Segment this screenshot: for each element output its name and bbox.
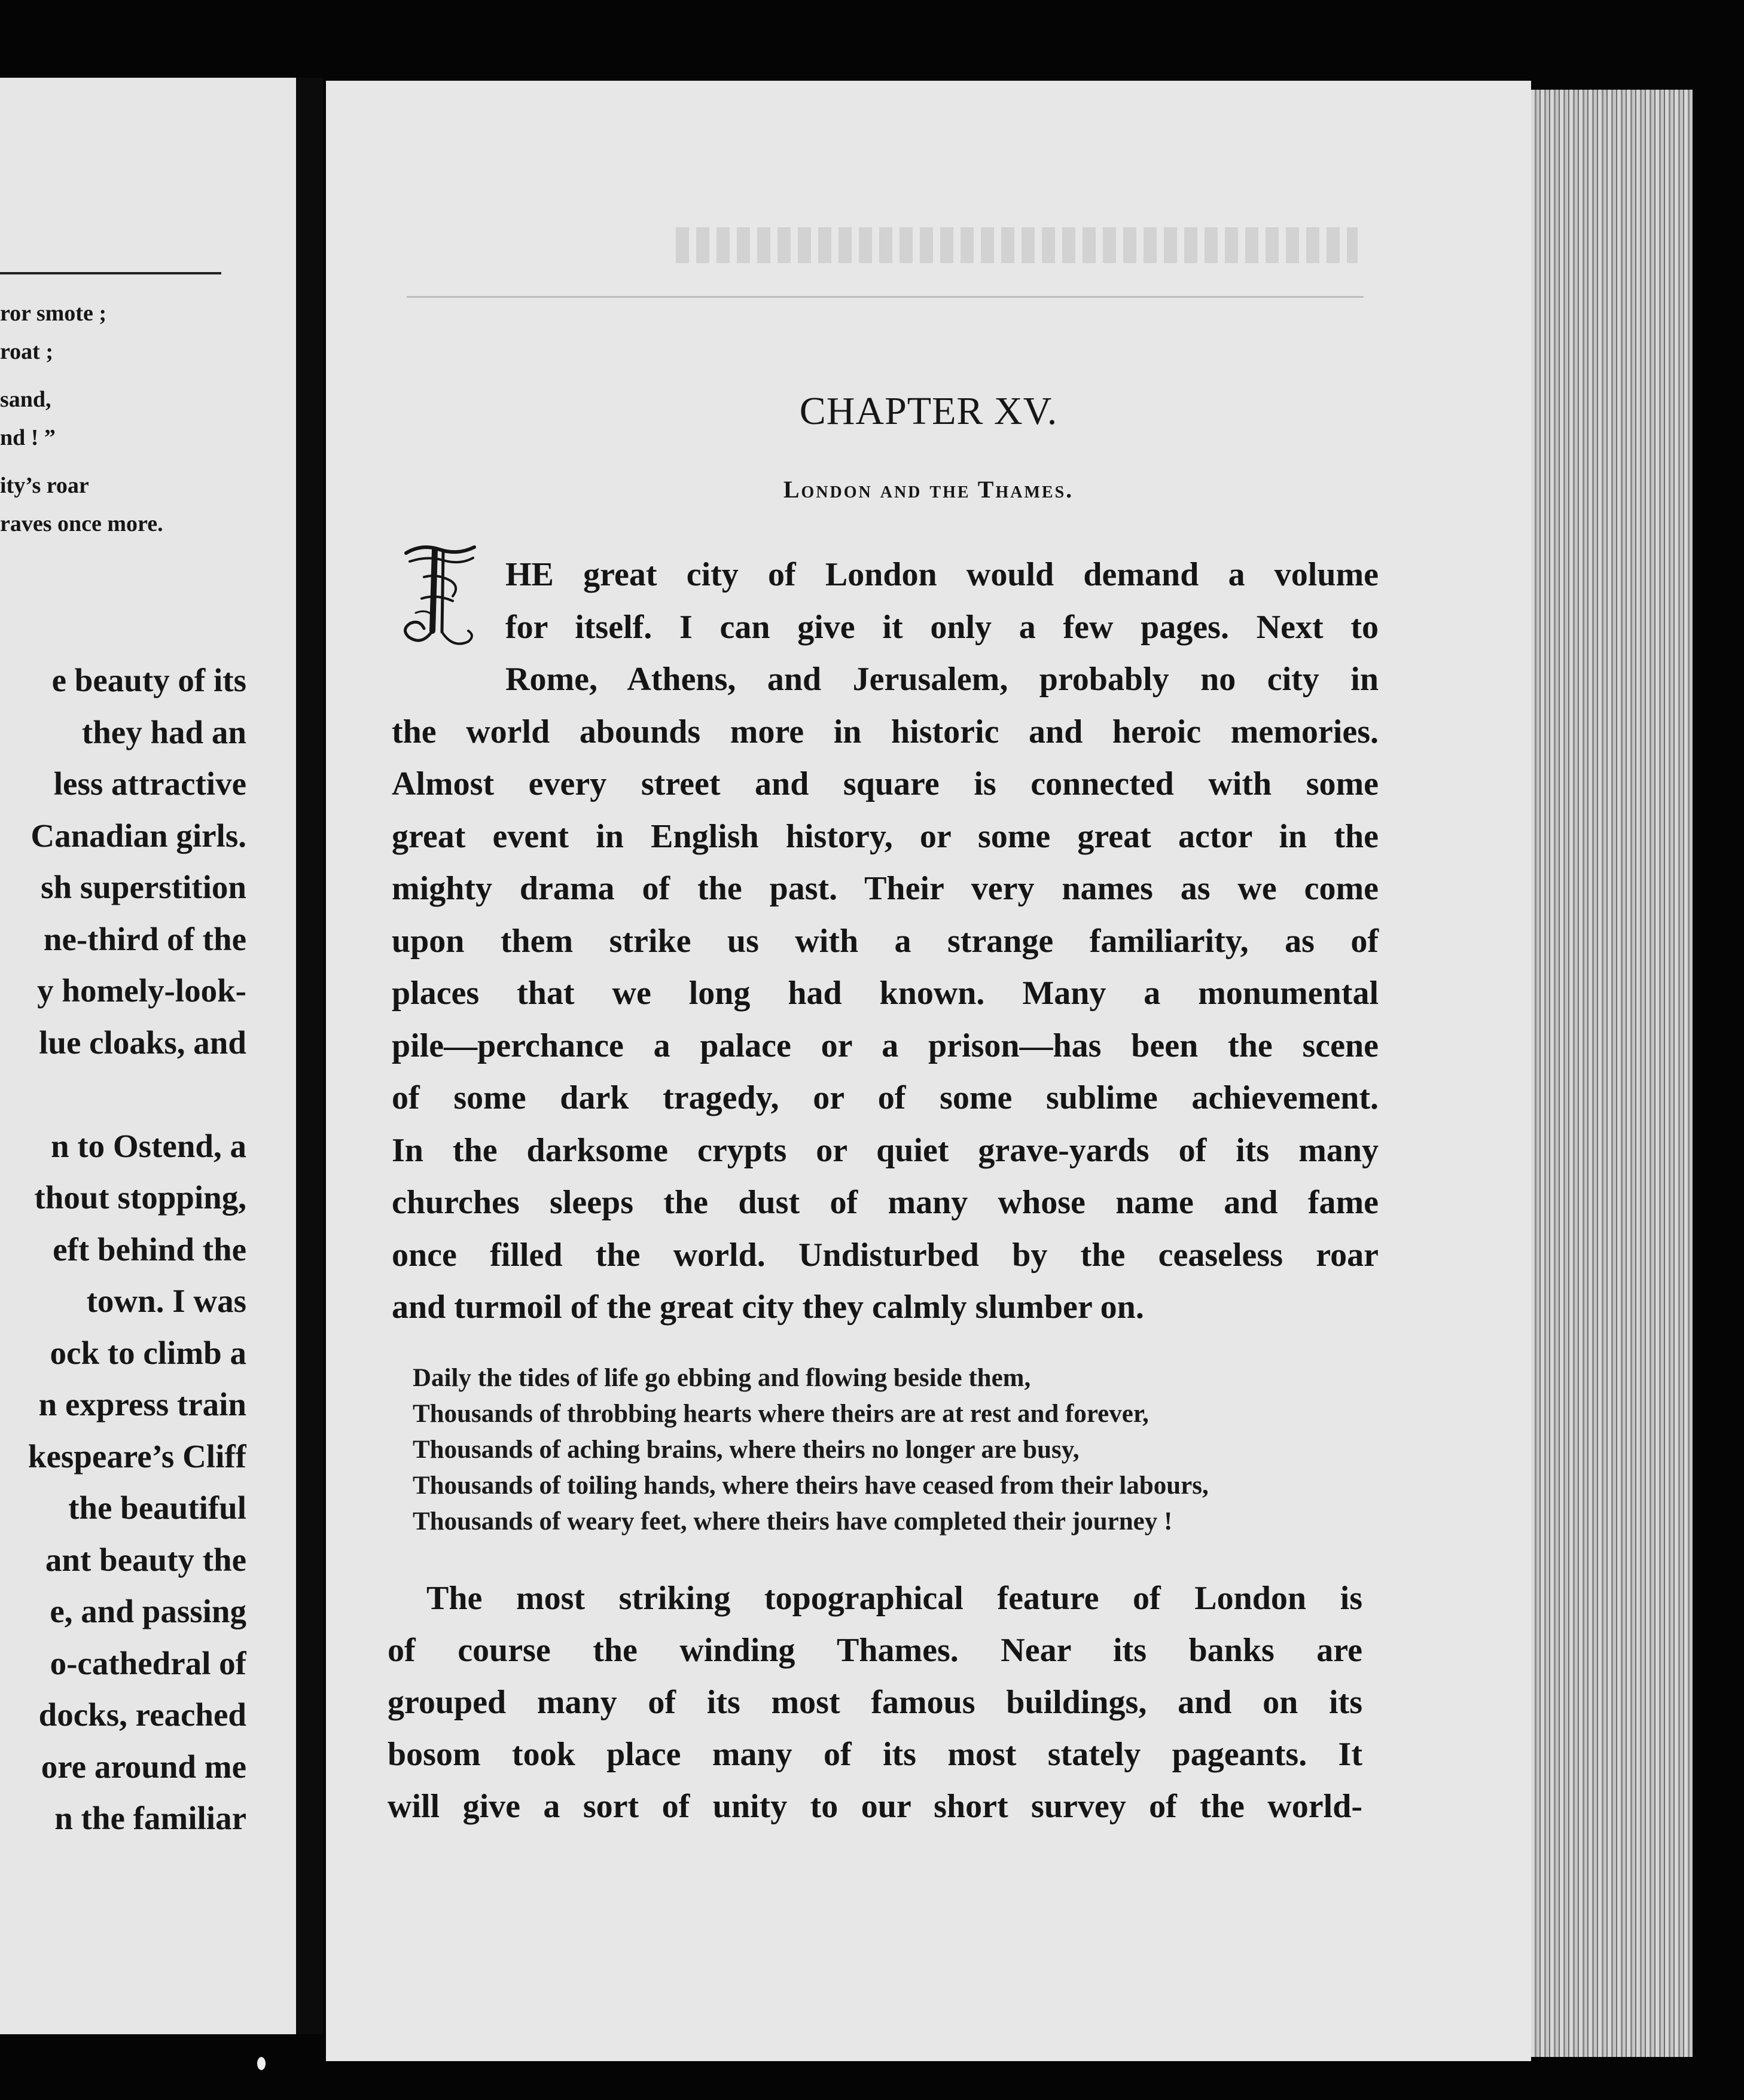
- left-prose-line: n to Ostend, a: [51, 1127, 246, 1164]
- left-page-rule: [0, 272, 221, 274]
- left-prose-line: y homely-look-: [37, 972, 246, 1009]
- left-facing-page: [0, 78, 296, 2034]
- book-gutter: [296, 78, 323, 2034]
- body-line: mighty drama of the past. Their very names as we come: [392, 870, 1379, 907]
- left-prose-line: Canadian girls.: [31, 817, 246, 854]
- body-line: In the darksome crypts or quiet grave-yards of its many: [392, 1131, 1379, 1169]
- left-prose-line: n the familiar: [54, 1800, 246, 1836]
- left-verse-line: ror smote ;: [0, 301, 106, 326]
- verse-quotation: [413, 1360, 1358, 1540]
- body-line: of course the winding Thames. Near its banks are: [388, 1632, 1362, 1669]
- page-edges: [1531, 90, 1693, 2057]
- left-prose-line: less attractive: [53, 765, 246, 802]
- body-line: churches sleeps the dust of many whose name and fame: [392, 1184, 1379, 1221]
- quote-line: Thousands of throbbing hearts where theirs are at rest and forever,: [413, 1400, 1149, 1428]
- bleed-through-header: [676, 227, 1358, 263]
- chapter-subtitle: London and the Thames.: [783, 476, 1074, 503]
- body-line: bosom took place many of its most stately pageants. It: [388, 1736, 1362, 1773]
- left-prose-line: the beautiful: [68, 1489, 246, 1526]
- body-line: for itself. I can give it only a few pages. Next to: [505, 608, 1379, 646]
- body-line: the world abounds more in historic and heroic memories.: [392, 713, 1379, 750]
- body-line: places that we long had known. Many a monumental: [392, 975, 1379, 1012]
- quote-line: Thousands of aching brains, where theirs no longer are busy,: [413, 1436, 1080, 1464]
- body-line: grouped many of its most famous buildings, and on its: [388, 1684, 1362, 1721]
- body-paragraph-2: [388, 1573, 1362, 1833]
- left-prose-blank: [0, 1069, 246, 1121]
- left-page-verse: [0, 294, 287, 543]
- body-paragraph-1: [392, 549, 1379, 1334]
- left-verse-line: raves once more.: [0, 511, 163, 536]
- left-verse-line: sand,: [0, 387, 51, 412]
- left-page-prose: [0, 655, 246, 1845]
- quote-line: Daily the tides of life go ebbing and flowing beside them,: [413, 1364, 1031, 1392]
- body-line: will give a sort of unity to our short survey of the world-: [388, 1788, 1362, 1825]
- body-line: once filled the world. Undisturbed by the ceaseless roar: [392, 1236, 1379, 1274]
- body-line: great event in English history, or some great actor in the: [392, 817, 1379, 855]
- left-prose-line: e, and passing: [50, 1593, 246, 1629]
- left-prose-line: thout stopping,: [34, 1179, 246, 1216]
- body-line: The most striking topographical feature of London is: [426, 1580, 1362, 1617]
- left-prose-line: e beauty of its: [51, 662, 246, 698]
- body-line: pile—perchance a palace or a prison—has been the scene: [392, 1027, 1379, 1064]
- body-line: of some dark tragedy, or of some sublime achievement.: [392, 1079, 1379, 1116]
- left-prose-line: ore around me: [41, 1748, 246, 1785]
- left-prose-line: o-cathedral of: [50, 1644, 246, 1681]
- left-prose-line: ock to climb a: [50, 1334, 246, 1371]
- left-prose-line: docks, reached: [38, 1696, 246, 1733]
- left-prose-line: ne-third of the: [43, 920, 246, 957]
- left-prose-line: kespeare’s Cliff: [28, 1437, 246, 1475]
- left-prose-line: they had an: [81, 713, 246, 750]
- quote-line: Thousands of toiling hands, where theirs have ceased from their labours,: [413, 1472, 1209, 1500]
- chapter-title: CHAPTER XV.: [799, 389, 1058, 433]
- left-prose-line: n express train: [38, 1386, 246, 1423]
- body-line: upon them strike us with a strange familiarity, as of: [392, 922, 1379, 960]
- left-prose-line: town. I was: [86, 1283, 246, 1319]
- body-line: Rome, Athens, and Jerusalem, probably no city in: [505, 661, 1379, 698]
- left-verse-line: roat ;: [0, 339, 53, 364]
- left-prose-line: eft behind the: [53, 1231, 246, 1268]
- left-verse-line: ity’s roar: [0, 473, 89, 498]
- dust-speck: [257, 2057, 266, 2070]
- left-verse-line: nd ! ”: [0, 425, 56, 450]
- left-prose-line: sh superstition: [41, 869, 246, 905]
- left-prose-line: lue cloaks, and: [39, 1024, 246, 1061]
- body-line: and turmoil of the great city they calmly slumber on.: [392, 1289, 1144, 1326]
- quote-line: Thousands of weary feet, where theirs have completed their journey !: [413, 1507, 1173, 1536]
- left-prose-line: ant beauty the: [45, 1541, 246, 1578]
- body-line: HE great city of London would demand a volume: [505, 556, 1379, 593]
- bleed-through-rule: [407, 296, 1364, 298]
- body-line: Almost every street and square is connected with some: [392, 765, 1379, 802]
